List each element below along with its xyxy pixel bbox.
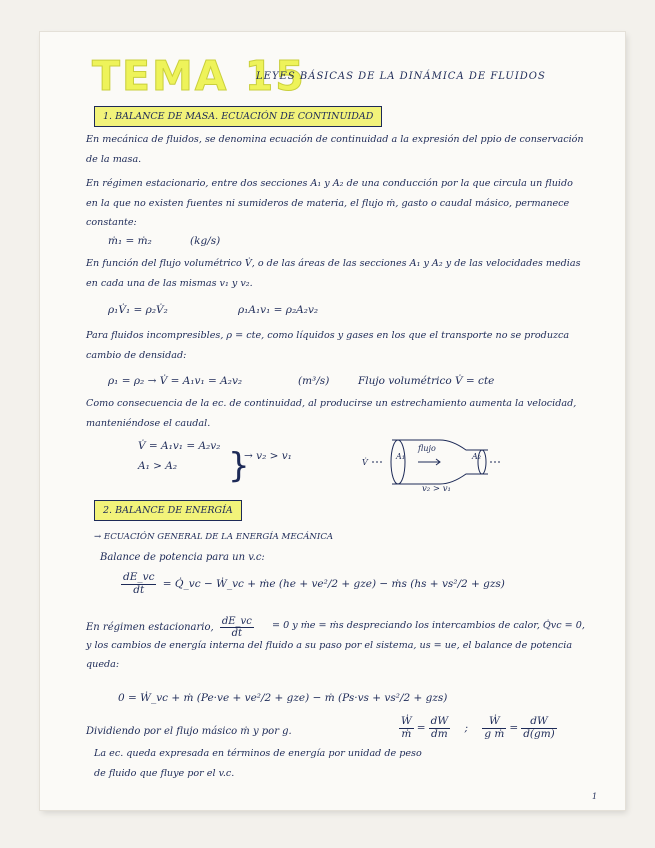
- paragraph-power-balance: Balance de potencia para un v.c:: [100, 552, 265, 563]
- fraction-numerator: dW: [521, 716, 557, 729]
- equation-density-volumetric: ρ₁V̇₁ = ρ₂V̇₂: [108, 304, 168, 316]
- equation-mass-flow: ṁ₁ = ṁ₂: [108, 235, 152, 247]
- paragraph-energy-per-weight: La ec. queda expresada en términos de energía por unidad de peso de fluido que fluye por el v.c.: [94, 748, 422, 779]
- fraction-denominator: dt: [133, 583, 145, 596]
- figure-label-v: V̇: [362, 458, 368, 467]
- notebook-page: [40, 32, 625, 810]
- figure-label-a1: A₁: [396, 452, 405, 461]
- equation-separator: ;: [464, 722, 469, 735]
- equation-mass-flow-units: (kg/s): [190, 235, 221, 247]
- paragraph-steady-energy-cont: = 0 y ṁe = ṁs despreciando los intercambios de calor, Q̇vc = 0, y los cambios de energía interna del fluido a su paso por el sistema, us = ue, el balance de potencia queda:: [86, 620, 585, 671]
- paragraph-steady-state: En régimen estacionario, entre dos secciones A₁ y A₂ de una conducción por la que circula un fluido en la que no existen fuentes ni sumideros de materia, el flujo ṁ, gasto o caudal másico, permanece constante:: [86, 178, 573, 229]
- equation-power-balance-rhs: = Q̇_vc − Ẇ_vc + ṁe (he + ve²/2 + gze) − ṁs (hs + vs²/2 + gzs): [162, 578, 505, 591]
- fraction-numerator: dE_vc: [123, 571, 155, 583]
- paragraph-continuity-definition: En mecánica de fluidos, se denomina ecuación de continuidad a la expresión del ppio de conservación de la masa.: [86, 134, 584, 165]
- equation-velocity-result: → v₂ > v₁: [244, 450, 292, 462]
- fraction-w-gm: [482, 716, 506, 740]
- page-number: 1: [592, 792, 598, 801]
- equation-volumetric-constant: Flujo volumétrico V̇ = cte: [358, 375, 495, 387]
- fraction-dw-dm: [429, 716, 451, 740]
- section-heading-energy-balance: 2. BALANCE DE ENERGÍA: [94, 500, 242, 521]
- section-heading-mass-balance: 1. BALANCE DE MASA. ECUACIÓN DE CONTINUIDAD: [94, 106, 382, 127]
- figure-label-flow: flujo: [418, 444, 436, 453]
- figure-caption: v₂ > v₁: [422, 484, 451, 494]
- brace-icon: }: [228, 446, 250, 486]
- page-subtitle: LEYES BÁSICAS DE LA DINÁMICA DE FLUIDOS: [256, 71, 546, 82]
- fraction-numerator: Ẇ: [401, 715, 412, 727]
- equation-work-per-mass: $\frac{\text{Ẇ}}{\text{ṁ}}$ = $\frac{dW}{dm}$ ; $\frac{\text{Ẇ}}{\text{g ṁ}}$ = $\frac{dW}{d(gm)}$: [401, 715, 555, 740]
- fraction-denominator: dt: [231, 628, 243, 639]
- equation-density-area-velocity: ρ₁A₁v₁ = ρ₂A₂v₂: [238, 304, 319, 316]
- fraction-denominator: ṁ: [401, 727, 412, 740]
- fraction-denominator: d(gm): [523, 727, 555, 740]
- section-a1-ellipse: [391, 440, 405, 484]
- fraction-denominator: dm: [431, 727, 448, 740]
- equation-area-comparison: A₁ > A₂: [138, 460, 178, 472]
- equation-power-balance: [118, 572, 505, 596]
- nozzle-bottom-wall: [392, 474, 488, 484]
- fraction-denominator: g ṁ: [484, 727, 505, 740]
- fraction-numerator: Ẇ: [482, 716, 506, 729]
- paragraph-steady-energy-start: En régimen estacionario,: [86, 622, 214, 633]
- equation-incompressible: ρ₁ = ρ₂ → V̇ = A₁v₁ = A₂v₂: [108, 375, 243, 387]
- subheading-mechanical-energy: → ECUACIÓN GENERAL DE LA ENERGÍA MECÁNICA: [94, 532, 334, 542]
- nozzle-diagram: [370, 432, 530, 492]
- figure-label-a2: A₂: [472, 452, 481, 461]
- paragraph-divide-flow: Dividiendo por el flujo másico ṁ y por g.: [86, 726, 292, 737]
- equation-steady-power: 0 = Ẇ_vc + ṁ (Pe·ve + ve²/2 + gze) − ṁ (Ps·vs + vs²/2 + gzs): [118, 692, 448, 704]
- fraction-dE-dt: [121, 572, 156, 596]
- equation-incompressible-units: (m³/s): [298, 375, 330, 387]
- paragraph-incompressible: Para fluidos incompresibles, ρ = cte, como líquidos y gases en los que el transporte no se produzca cambio de densidad:: [86, 330, 570, 361]
- fraction-numerator: dW: [430, 715, 449, 727]
- fraction-numerator: dE_vc: [221, 616, 252, 627]
- paragraph-volumetric-flow: En función del flujo volumétrico V̇, o de las áreas de las secciones A₁ y A₂ y de las velocidades medias en cada una de las mismas v₁ y v₂.: [86, 258, 581, 289]
- nozzle-top-wall: [392, 440, 488, 450]
- page-title: TEMA 15: [92, 52, 306, 100]
- equation-narrowing-flow: V̇ = A₁v₁ = A₂v₂: [138, 440, 221, 452]
- fraction-dw-dgm: [521, 716, 557, 740]
- paragraph-narrowing: Como consecuencia de la ec. de continuidad, al producirse un estrechamiento aumenta la velocidad, manteniéndose el caudal.: [86, 398, 577, 429]
- fraction-w-m: [399, 716, 414, 740]
